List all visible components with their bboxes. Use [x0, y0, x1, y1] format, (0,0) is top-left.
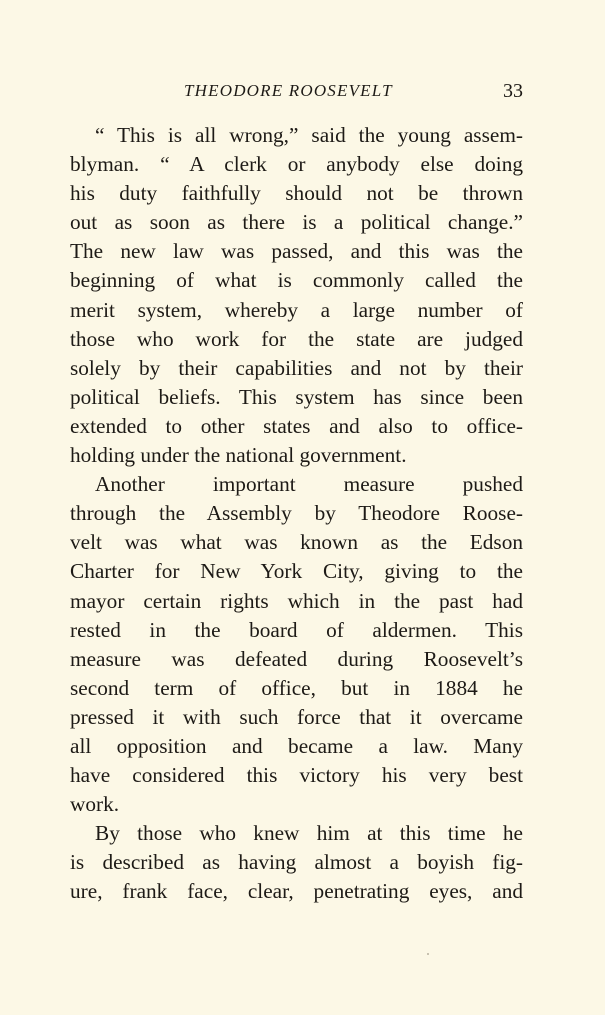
text-line: work. — [70, 792, 120, 817]
text-line: those who work for the state are judged — [70, 326, 523, 351]
text-line: have considered this victory his very best — [70, 763, 523, 788]
text-line: second term of office, but in 1884 he — [70, 675, 523, 700]
text-line: By those who knew him at this time he — [95, 821, 523, 846]
text-line: Charter for New York City, giving to the — [70, 559, 523, 584]
text-line: rested in the board of aldermen. This — [70, 617, 523, 642]
paper-speck — [427, 953, 429, 955]
body-text — [70, 121, 523, 907]
running-title: THEODORE ROOSEVELT — [184, 81, 393, 100]
running-head — [70, 78, 523, 104]
page-number: 33 — [503, 80, 523, 102]
text-line: extended to other states and also to office- — [70, 413, 523, 438]
text-line: political beliefs. This system has since been — [70, 384, 523, 409]
text-line: all opposition and became a law. Many — [70, 733, 523, 758]
text-line: holding under the national government. — [70, 443, 407, 468]
text-line: is described as having almost a boyish fig- — [70, 850, 523, 875]
text-line: merit system, whereby a large number of — [70, 297, 523, 322]
text-line: mayor certain rights which in the past had — [70, 588, 523, 613]
text-line: The new law was passed, and this was the — [70, 239, 523, 264]
text-line: out as soon as there is a political change.” — [70, 210, 523, 235]
text-line: “ This is all wrong,” said the young assem- — [95, 123, 523, 147]
text-line: blyman. “ A clerk or anybody else doing — [70, 152, 523, 177]
text-line: beginning of what is commonly called the — [70, 268, 523, 293]
text-line: pressed it with such force that it overcame — [70, 704, 523, 729]
text-line: velt was what was known as the Edson — [70, 530, 523, 555]
text-line: through the Assembly by Theodore Roose- — [70, 501, 523, 526]
text-line: measure was defeated during Roosevelt’s — [70, 646, 523, 671]
text-line: Another important measure pushed — [95, 472, 523, 497]
text-line: his duty faithfully should not be thrown — [70, 181, 523, 206]
text-line: ure, frank face, clear, penetrating eyes, and — [70, 879, 523, 904]
text-line: solely by their capabilities and not by their — [70, 355, 523, 380]
